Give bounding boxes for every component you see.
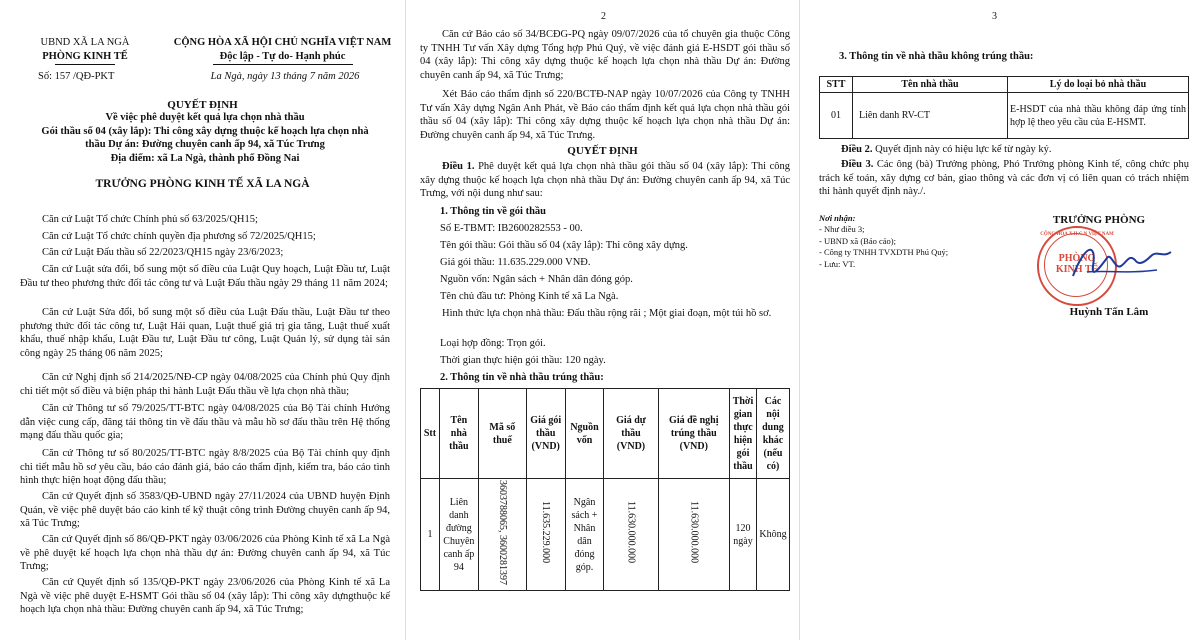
table-header-row xyxy=(820,77,1189,93)
nation-title: CỘNG HÒA XÃ HỘI CHỦ NGHĨA VIỆT NAM xyxy=(173,37,392,48)
basis-8: Căn cứ Thông tư số 80/2025/TT-BTC ngày 8/8/2025 của Bộ Tài chính quy định chi tiết mẫu hồ sơ yêu cầu, báo cáo đánh giá, báo cáo thẩm định, kiểm tra, báo cáo tình hình thực hiện hoạt động đấu thầu; xyxy=(20,448,390,487)
article-3-text: Các ông (bà) Trưởng phòng, Phó Trưởng phòng Kinh tế, công chức phụ trách kế toán, xây dựng cơ bản, giao thông và các đơn vị có liên quan có trách nhiệm thi hành quyết định này./. xyxy=(819,159,1190,198)
basis-9: Căn cứ Quyết định số 3583/QĐ-UBND ngày 27/11/2024 của UBND huyện Định Quán, về việc phê duyệt báo cáo kinh tế kỹ thuật công trình Đường chuyên canh ấp 94, xã Túc Trưng; xyxy=(20,491,390,530)
national-heading xyxy=(165,36,400,65)
signer-title: TRƯỞNG PHÒNG xyxy=(1052,214,1146,226)
doc-subtitle xyxy=(30,111,380,166)
cell-funding: Ngân sách + Nhân dân đóng góp. xyxy=(565,479,604,591)
section-2-heading: 2. Thông tin về nhà thầu trúng thầu: xyxy=(440,372,604,383)
col-bid-price: Giá dự thầu (VND) xyxy=(604,389,658,479)
col-award-price: Giá đề nghị trúng thầu (VND) xyxy=(658,389,729,479)
subtitle-1: Về việc phê duyệt kết quả lựa chọn nhà thầu xyxy=(105,112,305,123)
signer-name: Huỳnh Tấn Lâm xyxy=(1069,306,1149,318)
agency-divider xyxy=(55,64,115,65)
info-investor: Tên chủ đầu tư: Phòng Kinh tế xã La Ngà. xyxy=(440,291,619,302)
table-header-row xyxy=(421,389,790,479)
col-stt: Stt xyxy=(421,389,440,479)
basis-1: Căn cứ Luật Tổ chức Chính phủ số 63/2025/QH15; xyxy=(42,214,258,225)
doc-title: QUYẾT ĐỊNH xyxy=(167,99,238,111)
cell-other: Không xyxy=(756,479,789,591)
subtitle-4: Địa điểm: xã La Ngà, thành phố Đồng Nai xyxy=(110,152,300,164)
page-number: 2 xyxy=(601,11,606,22)
page-2 xyxy=(405,0,800,640)
article-1 xyxy=(420,160,790,201)
page-1 xyxy=(0,0,405,640)
basis-2: Căn cứ Luật Tổ chức chính quyền địa phương số 72/2025/QH15; xyxy=(42,231,316,242)
basis-5: Căn cứ Luật Sửa đổi, bổ sung một số điều của Luật Đấu thầu, Luật Đầu tư theo phương thức đối tác công tư, Luật Hải quan, Luật thuế giá trị gia tăng, Luật thuế xuất khẩu, thuế nhập khẩu, Luật Đầu tư, Luật Đầu tư công, Luật Quản lý, sử dụng tài sản công ngày 25 tháng 06 năm 2025; xyxy=(20,307,390,359)
article-3-label: Điều 3. xyxy=(841,159,874,170)
award-price-text: 11.630.000.000 xyxy=(688,501,700,564)
basis-3: Căn cứ Luật Đấu thầu số 22/2023/QH15 ngày 23/6/2023; xyxy=(42,247,284,258)
cell-bid-price xyxy=(604,479,658,591)
section-1-heading: 1. Thông tin về gói thầu xyxy=(440,206,546,217)
article-1-label: Điều 1. xyxy=(442,161,475,172)
info-contract-type: Loại hợp đồng: Trọn gói. xyxy=(440,338,546,349)
basis-7: Căn cứ Thông tư số 79/2025/TT-BTC ngày 04/08/2025 của Bộ Tài chính Hướng dẫn việc cung cấp, đăng tải thông tin về đấu thầu và mẫu hồ sơ đấu thầu trên Hệ thống mạng đấu thầu quốc gia; xyxy=(20,403,390,442)
bid-price-text: 11.630.000.000 xyxy=(625,501,637,564)
agency-line-1: UBND XÃ LA NGÀ xyxy=(40,37,130,48)
info-package-price: Giá gói thầu: 11.635.229.000 VNĐ. xyxy=(440,257,591,268)
basis-11: Căn cứ Quyết định số 135/QĐ-PKT ngày 23/06/2026 của Phòng Kinh tế xã La Ngà về việc phê duyệt E-HSMT Gói thầu số 04 (xây lắp): Thi công xây dựngthuộc kế hoạch lựa chọn nhà thầu: Đường chuyên canh ấp 94, xã Túc Trưng; xyxy=(20,577,390,616)
recipients-block xyxy=(819,213,948,270)
article-2-label: Điều 2. xyxy=(841,144,873,155)
recipient-item: - Như điều 3; xyxy=(819,224,865,235)
cell-package-price xyxy=(526,479,565,591)
col-stt: STT xyxy=(820,77,853,93)
info-etbmt: Số E-TBMT: IB2600282553 - 00. xyxy=(440,223,583,234)
col-funding: Nguồn vốn xyxy=(565,389,604,479)
issue-date: La Ngà, ngày 13 tháng 7 năm 2026 xyxy=(210,71,360,82)
col-other: Các nội dung khác (nếu có) xyxy=(756,389,789,479)
motto-divider xyxy=(213,64,353,65)
agency-line-2: PHÒNG KINH TẾ xyxy=(42,50,128,62)
signature-mark xyxy=(1067,236,1177,292)
package-price-text: 11.635.229.000 xyxy=(540,501,552,564)
col-package-price: Giá gói thầu (VND) xyxy=(526,389,565,479)
basis-report: Căn cứ Báo cáo số 34/BCĐG-PQ ngày 09/07/2026 của tổ chuyên gia thuộc Công ty TNHH Tư vấn Xây dựng Tổng hợp Phú Quý, về việc đánh giá E-HSDT gói thầu số 04 (xây lắp): Thi công xây dựng thuộc kế hoạch lựa chọn nhà thầu Dự án: Đường chuyên canh ấp 94, xã Túc Trưng; xyxy=(420,29,790,81)
stamp-center-text: PHÒNG KINH TẾ xyxy=(1055,253,1099,275)
cell-reason: E-HSDT của nhà thầu không đáp ứng tính hợp lệ theo yêu cầu của E-HSMT. xyxy=(1008,93,1189,139)
info-duration: Thời gian thực hiện gói thầu: 120 ngày. xyxy=(440,355,606,366)
cell-award-price xyxy=(658,479,729,591)
article-2 xyxy=(819,143,1189,157)
article-1-text: Phê duyệt kết quả lựa chọn nhà thầu gói thầu số 04 (xây lắp): Thi công xây dựng thuộc kế hoạch lựa chọn nhà thầu Dự án: Đường chuyên canh ấp 94, xã Túc Trưng, với nội dung như sau: xyxy=(420,161,791,200)
basis-6: Căn cứ Nghị định số 214/2025/NĐ-CP ngày 04/08/2025 của Chính phủ Quy định chi tiết một số điều và biện pháp thi hành Luật Đấu thầu về lựa chọn nhà thầu; xyxy=(20,372,390,397)
section-3-heading: 3. Thông tin về nhà thầu không trúng thầu: xyxy=(839,51,1034,62)
tax-code-text: 3603788065, 3600281397 xyxy=(496,480,508,585)
page-3 xyxy=(799,0,1200,640)
cell-bidder-name: Liên danh RV-CT xyxy=(853,93,1008,139)
decision-heading: QUYẾT ĐỊNH xyxy=(567,145,638,157)
cell-duration: 120 ngày xyxy=(730,479,757,591)
rejected-bidder-table xyxy=(819,76,1189,139)
col-reason: Lý do loại bỏ nhà thầu xyxy=(1008,77,1189,93)
basis-10: Căn cứ Quyết định số 86/QĐ-PKT ngày 03/06/2026 của Phòng Kinh tế xã La Ngà về phê duyệt kế hoạch lựa chọn nhà thầu dự án: Đường chuyên canh ấp 94, xã Túc Trưng; xyxy=(20,534,390,573)
article-3 xyxy=(819,158,1189,199)
article-2-text: Quyết định này có hiệu lực kể từ ngày ký. xyxy=(872,144,1052,155)
stamp-ring-text: CỘNG HÒA X.H.C.N VIỆT NAM xyxy=(1040,232,1114,237)
cell-tax-code xyxy=(478,479,526,591)
subtitle-2: Gói thầu số 04 (xây lắp): Thi công xây dựng thuộc kế hoạch lựa chọn nhà xyxy=(41,125,369,137)
col-bidder-name: Tên nhà thầu xyxy=(853,77,1008,93)
col-tax-code: Mã số thuế xyxy=(478,389,526,479)
recipient-item: - Lưu: VT. xyxy=(819,258,856,269)
cell-bidder-name: Liên danh đường Chuyên canh ấp 94 xyxy=(439,479,478,591)
cell-stt: 01 xyxy=(820,93,853,139)
basis-4: Căn cứ Luật sửa đổi, bổ sung một số điều của Luật Quy hoạch, Luật Đầu tư, Luật Đầu tư theo phương thức đối tác công tư và Luật Đấu thầu ngày 29 tháng 11 năm 2024; xyxy=(20,264,390,289)
motto: Độc lập - Tự do- Hạnh phúc xyxy=(219,50,346,62)
authority-heading: TRƯỞNG PHÒNG KINH TẾ XÃ LA NGÀ xyxy=(95,178,310,190)
info-selection-method: Hình thức lựa chọn nhà thầu: Đấu thầu rộng rãi ; Một giai đoạn, một túi hồ sơ. xyxy=(442,308,772,319)
col-duration: Thời gian thực hiện gói thầu xyxy=(730,389,757,479)
cell-stt: 1 xyxy=(421,479,440,591)
subtitle-3: thầu Dự án: Đường chuyên canh ấp 94, xã Túc Trưng xyxy=(85,139,325,151)
basis-appraisal: Xét Báo cáo thẩm định số 220/BCTĐ-NAP ngày 10/07/2026 của Công ty TNHH Tư vấn Xây dựng Ngân Anh Phát, về Báo cáo thẩm định kết quả lựa chọn nhà thầu gói thầu số 04 (xây lắp): Thi công xây dựng thuộc kế hoạch lựa chọn nhà thầu Dự án: Đường chuyên canh ấp 94, xã Túc Trưng. xyxy=(420,89,790,141)
info-package-name: Tên gói thầu: Gói thầu số 04 (xây lắp): Thi công xây dựng. xyxy=(440,240,688,251)
table-row xyxy=(820,93,1189,139)
page-number: 3 xyxy=(992,11,997,22)
info-funding: Nguồn vốn: Ngân sách + Nhân dân đóng góp. xyxy=(440,274,633,285)
winning-bidder-table xyxy=(420,388,790,591)
col-bidder-name: Tên nhà thầu xyxy=(439,389,478,479)
issuing-agency xyxy=(30,36,140,65)
table-row xyxy=(421,479,790,591)
doc-number: Số: 157 /QĐ-PKT xyxy=(38,71,115,82)
recipients-title: Nơi nhận: xyxy=(819,213,856,223)
recipient-item: - UBND xã (Báo cáo); xyxy=(819,235,896,246)
recipient-item: - Công ty TNHH TVXDTH Phú Quý; xyxy=(819,247,949,258)
